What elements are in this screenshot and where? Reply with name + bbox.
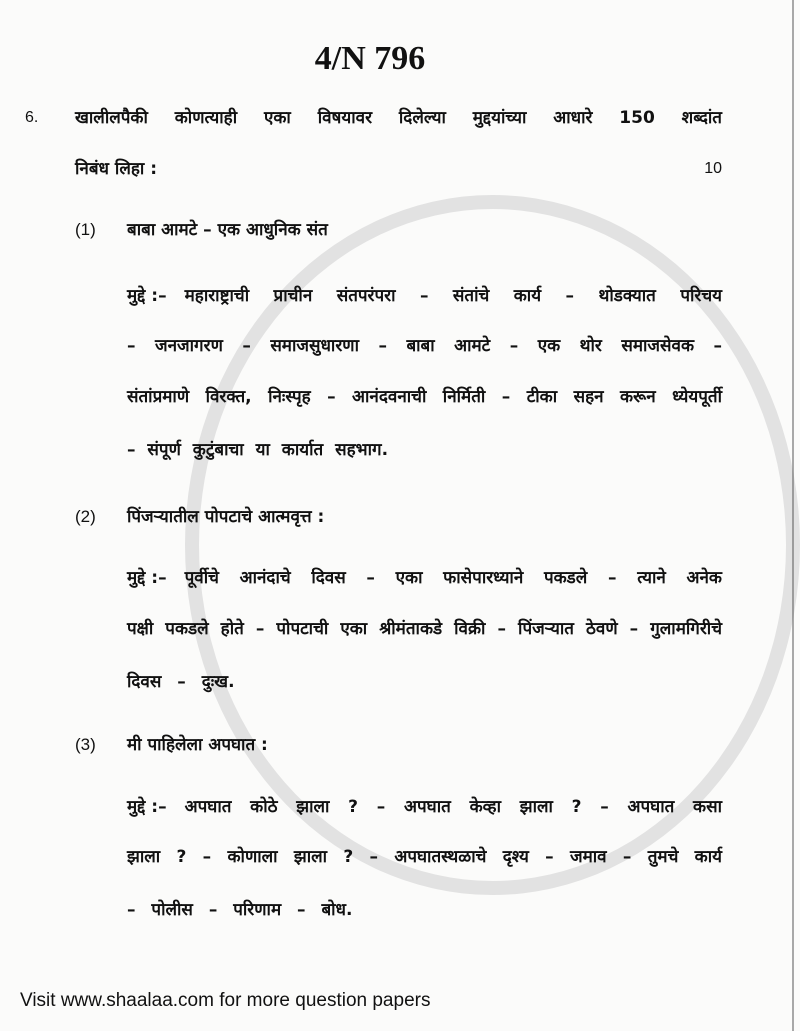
topic-title: पिंजऱ्यातील पोपटाचे आत्मवृत्त : [127,507,325,527]
points-row [25,670,722,694]
topic-heading [25,733,722,757]
points-row [25,438,722,462]
question-body [25,106,722,922]
points-label: मुद्दे :– [127,568,167,588]
points-row [25,385,722,409]
points-row [25,284,722,308]
topic-heading [25,218,722,242]
question-number: 6. [25,109,39,126]
points-line: पूर्वीचे आनंदाचे दिवस – एका फासेपारध्याने पकडले – त्याने अनेक [184,568,722,588]
points-line: दिवस – दुःख. [127,672,235,692]
points-row [25,617,722,641]
points-line: पक्षी पकडले होते – पोपटाची एका श्रीमंताकडे विक्री – पिंजऱ्यात ठेवणे – गुलामगिरीचे [127,619,722,639]
topic-title: मी पाहिलेला अपघात : [127,735,268,755]
points-row [25,845,722,869]
topic-heading [25,505,722,529]
topic-index: (3) [75,735,96,754]
question-row [25,106,722,130]
question-row [25,157,722,181]
points-label: मुद्दे :– [127,286,167,306]
points-line: अपघात कोठे झाला ? – अपघात केव्हा झाला ? – अपघात कसा [184,797,722,817]
points-line: – संपूर्ण कुटुंबाचा या कार्यात सहभाग. [127,440,389,460]
question-marks: 10 [704,160,722,177]
scan-edge [792,0,794,1031]
footer-link-text: Visit www.shaalaa.com for more question papers [20,990,431,1011]
points-row [25,898,722,922]
points-label: मुद्दे :– [127,797,167,817]
points-line: संतांप्रमाणे विरक्त, निःस्पृह – आनंदवनाची निर्मिती – टीका सहन करून ध्येयपूर्ती [127,387,722,407]
topic-index: (1) [75,220,96,239]
topic-index: (2) [75,507,96,526]
paper-code: 4/N 796 [314,40,426,77]
question-text-line-1: खालीलपैकी कोणत्याही एका विषयावर दिलेल्या मुद्दयांच्या आधारे 150 शब्दांत [75,108,722,128]
points-line: महाराष्ट्राची प्राचीन संतपरंपरा – संतांचे कार्य – थोडक्यात परिचय [184,286,722,306]
points-row [25,795,722,819]
points-line: झाला ? – कोणाला झाला ? – अपघातस्थळाचे दृश्य – जमाव – तुमचे कार्य [127,847,722,867]
points-line: – पोलीस – परिणाम – बोध. [127,900,353,920]
points-row [25,566,722,590]
points-row [25,334,722,358]
points-line: – जनजागरण – समाजसुधारणा – बाबा आमटे – एक थोर समाजसेवक – [127,336,722,356]
topic-title: बाबा आमटे – एक आधुनिक संत [127,220,328,240]
question-text-line-2: निबंध लिहा : [75,159,157,179]
